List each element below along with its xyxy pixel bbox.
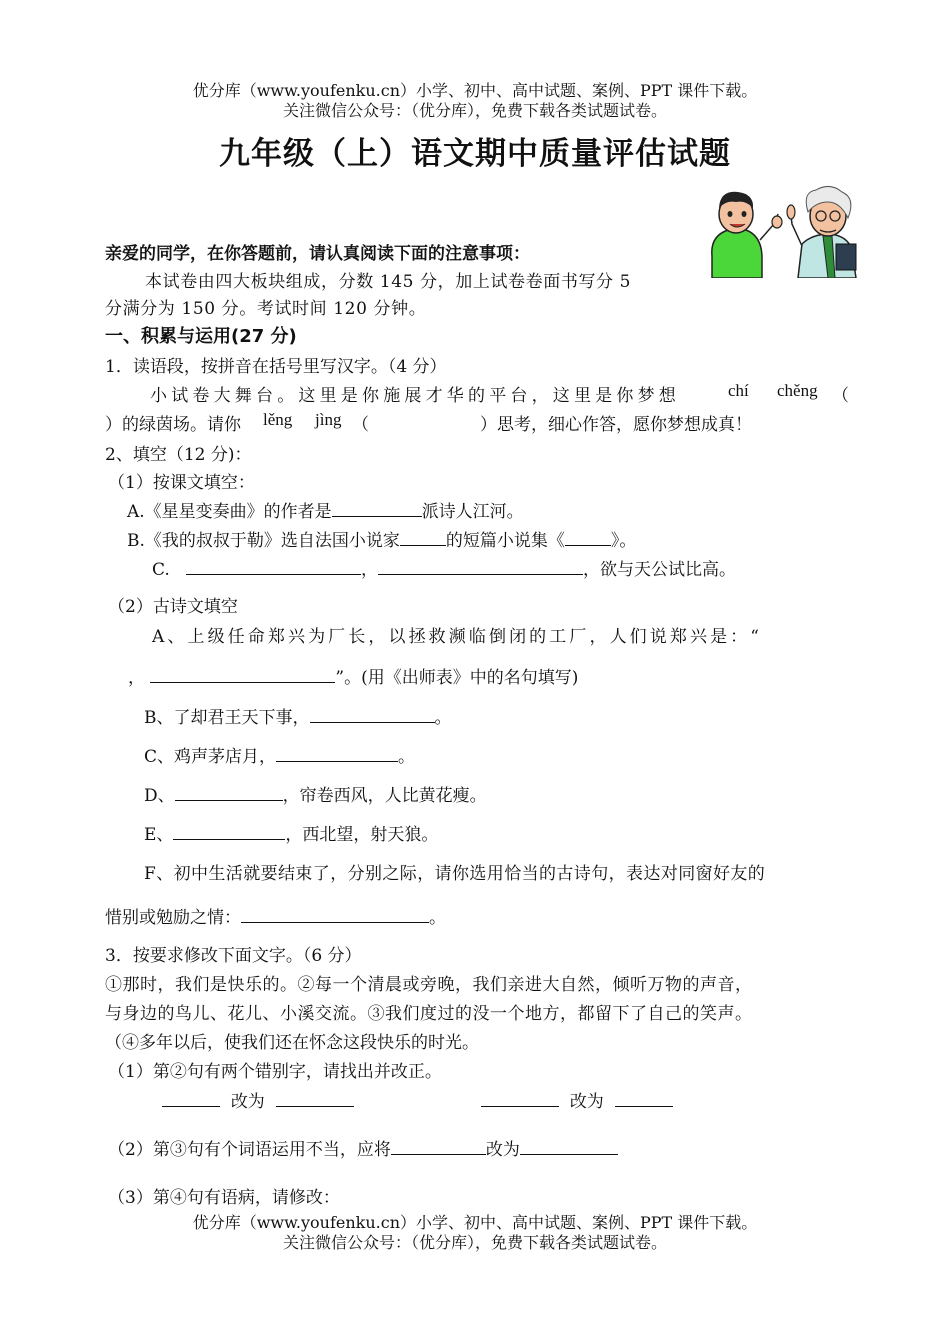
teacher-student-illustration <box>690 178 868 278</box>
q2-pb-line <box>144 703 452 728</box>
q2-pc-post: 。 <box>398 747 416 767</box>
q2-part2: （2）古诗文填空 <box>108 597 238 617</box>
q3-sub2-blank-1[interactable] <box>391 1137 486 1155</box>
q2-pb-pre: B、了却君王天下事， <box>144 708 310 728</box>
q1-pinyin-jing: jìng <box>315 410 342 429</box>
q1-paren-open: （ <box>832 386 849 406</box>
q2-pf-line1: F、初中生活就要结束了，分别之际，请你选用恰当的古诗句，表达对同窗好友的 <box>144 864 766 884</box>
q2-c-blank-2[interactable] <box>378 557 583 575</box>
q3-correct-char-2-blank[interactable] <box>615 1089 673 1107</box>
q2-c-mid: ， <box>361 560 379 580</box>
q3-wrong-char-2-blank[interactable] <box>481 1089 559 1107</box>
q3-text2: 与身边的鸟儿、花儿、小溪交流。③我们度过的没一个地方，都留下了自己的笑声。 <box>105 1004 753 1024</box>
q3-text1: ①那时，我们是快乐的。②每一个清晨或旁晚，我们亲进大自然，倾听万物的声音， <box>105 975 753 995</box>
q2-pf-pre: 惜别或勉励之情： <box>105 908 241 928</box>
q2-pd-line <box>144 781 487 806</box>
q2-prompt: 2、填空（12 分)： <box>105 445 252 465</box>
q3-prompt: 3．按要求修改下面文字。（6 分） <box>105 946 362 966</box>
q2-pa-post: ”。(用《出师表》中的名句填写) <box>335 668 579 688</box>
q2-pa-line2 <box>128 663 578 688</box>
q3-sub2-mid: 改为 <box>485 1140 520 1160</box>
q2-pa-line1: A、上级任命郑兴为厂长，以拯救濒临倒闭的工厂，人们说郑兴是：“ <box>152 627 763 647</box>
q2-pe-post: ，西北望，射天狼。 <box>285 825 439 845</box>
q2-pa-pre: ， <box>128 668 145 688</box>
q2-b-mid: 的短篇小说集《 <box>445 531 565 551</box>
q2-a-blank[interactable] <box>332 499 422 517</box>
q1-line2a: ）的绿茵场。请你 <box>105 415 241 435</box>
q2-pb-blank[interactable] <box>310 705 435 723</box>
q3-wrong-char-1-blank[interactable] <box>162 1089 220 1107</box>
q3-correct-char-1-blank[interactable] <box>276 1089 354 1107</box>
site-footer-line2: 关注微信公众号：（优分库），免费下载各类试题试卷。 <box>282 1233 667 1252</box>
q1-paren-open-2: （ <box>352 415 369 435</box>
teacher-figure <box>787 186 856 278</box>
q2-part1: （1）按课文填空： <box>108 473 255 493</box>
q1-line1: 小试卷大舞台。这里是你施展才华的平台，这里是你梦想 <box>150 386 680 406</box>
q2-pb-post: 。 <box>434 708 452 728</box>
q3-sub2-blank-2[interactable] <box>520 1137 618 1155</box>
q2-pc-blank[interactable] <box>276 744 398 762</box>
site-header-line1: 优分库（www.youfenku.cn）小学、初中、高中试题、案例、PPT 课件下载。 <box>192 81 758 100</box>
section-title: 一、积累与运用(27 分) <box>105 326 297 347</box>
site-header-line2: 关注微信公众号：（优分库），免费下载各类试题试卷。 <box>282 101 667 120</box>
q2-a-post: 派诗人江河。 <box>421 502 524 522</box>
q2-pd-blank[interactable] <box>175 783 283 801</box>
q1-line2c: ）思考，细心作答，愿你梦想成真！ <box>480 415 752 435</box>
q2-c-pre: C. <box>152 560 170 580</box>
q2-pd-pre: D、 <box>144 786 175 806</box>
notice-line2: 分满分为 150 分。考试时间 120 分钟。 <box>105 299 427 319</box>
q1-pinyin-cheng: chěng <box>777 381 818 400</box>
q2-c-blank-1[interactable] <box>186 557 361 575</box>
q2-c-line <box>152 555 736 580</box>
q2-a-line <box>127 497 524 522</box>
q2-c-post: ，欲与天公试比高。 <box>583 560 737 580</box>
q2-pe-line <box>144 820 438 845</box>
q3-text3: （④多年以后，使我们还在怀念这段快乐的时光。 <box>105 1033 479 1053</box>
site-footer-line1: 优分库（www.youfenku.cn）小学、初中、高中试题、案例、PPT 课件下载。 <box>192 1213 758 1232</box>
q2-pc-pre: C、鸡声茅店月， <box>144 747 277 767</box>
page-title: 九年级（上）语文期中质量评估试题 <box>219 136 731 172</box>
q2-b-post: 》。 <box>610 531 637 551</box>
q2-pf-line2 <box>105 903 446 928</box>
q3-change-to-2: 改为 <box>569 1092 604 1112</box>
q2-b-blank-author[interactable] <box>400 528 446 546</box>
q2-pc-line <box>144 742 415 767</box>
q1-prompt: 1．读语段，按拼音在括号里写汉字。（4 分） <box>105 357 447 377</box>
q2-pf-post: 。 <box>429 908 446 928</box>
q2-pd-post: ，帘卷西风，人比黄花瘦。 <box>282 786 487 806</box>
q2-a-pre: A.《星星变奏曲》的作者是 <box>127 502 332 522</box>
q2-pe-pre: E、 <box>144 825 174 845</box>
q3-sub3: （3）第④句有语病，请修改： <box>108 1188 340 1208</box>
notice-heading: 亲爱的同学，在你答题前，请认真阅读下面的注意事项： <box>105 244 530 264</box>
q3-sub1: （1）第②句有两个错别字，请找出并改正。 <box>108 1062 442 1082</box>
q2-pf-blank[interactable] <box>241 905 429 923</box>
student-figure <box>712 192 782 278</box>
q3-change-to-1: 改为 <box>230 1092 265 1112</box>
q3-sub2-pre: （2）第③句有个词语运用不当，应将 <box>108 1140 391 1160</box>
q2-b-blank-collection[interactable] <box>565 528 611 546</box>
q2-pe-blank[interactable] <box>173 822 285 840</box>
q3-sub1-answer-1 <box>162 1087 354 1112</box>
q1-pinyin-chi: chí <box>728 381 749 400</box>
q1-pinyin-leng: lěng <box>263 410 293 429</box>
q2-b-pre: B.《我的叔叔于勒》选自法国小说家 <box>127 531 400 551</box>
q2-pa-blank[interactable] <box>150 665 335 683</box>
q3-sub1-answer-2 <box>481 1087 673 1112</box>
q2-b-line <box>127 526 636 551</box>
notice-line1: 本试卷由四大板块组成，分数 145 分，加上试卷卷面书写分 5 <box>145 272 632 292</box>
q3-sub2-line <box>108 1135 618 1160</box>
